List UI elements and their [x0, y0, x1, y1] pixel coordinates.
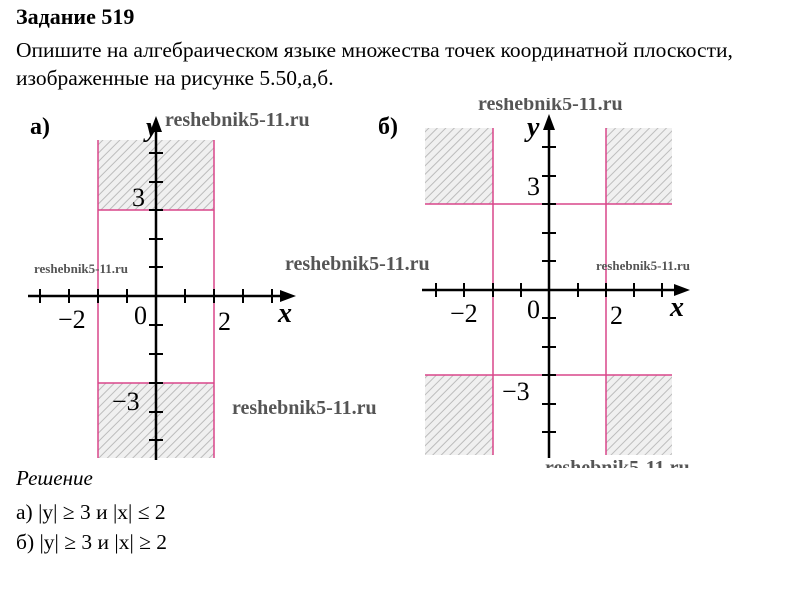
- watermark: reshebnik5-11.ru: [232, 397, 377, 419]
- y-label-b: y: [527, 112, 540, 143]
- watermark: reshebnik5-11.ru: [34, 261, 129, 276]
- watermark: reshebnik5-11.ru: [545, 457, 690, 468]
- tick-b-pos3: 3: [527, 172, 540, 201]
- tick-b-neg3: −3: [502, 377, 530, 406]
- figure-svg: [0, 98, 795, 468]
- panel-b-label: б): [378, 114, 398, 140]
- tick-a-pos2: 2: [218, 307, 231, 336]
- answer-a: а) |y| ≥ 3 и |x| ≤ 2: [16, 500, 166, 524]
- panel-a-label: а): [30, 114, 50, 140]
- tick-a-zero: 0: [134, 301, 147, 330]
- watermark: reshebnik5-11.ru: [285, 253, 430, 275]
- task-title: Задание 519: [16, 4, 135, 29]
- task-text: Опишите на алгебраическом языке множества точек координатной плоскости, изображенные на рисунке 5.50,а,б.: [16, 38, 733, 90]
- x-label-a: x: [278, 298, 292, 329]
- panel-b: [378, 112, 690, 458]
- watermark: reshebnik5-11.ru: [165, 109, 310, 131]
- y-arrow-b: [543, 114, 555, 130]
- tick-b-zero: 0: [527, 295, 540, 324]
- x-label-b: x: [670, 292, 684, 323]
- figure-5-50: [0, 98, 795, 468]
- answer-b: б) |y| ≥ 3 и |x| ≥ 2: [16, 530, 168, 554]
- region-b-bottom-left: [425, 375, 493, 455]
- solution-heading: Решение: [16, 466, 93, 490]
- region-b-top-right: [606, 128, 672, 204]
- watermark: reshebnik5-11.ru: [478, 98, 623, 115]
- tick-b-pos2: 2: [610, 301, 623, 330]
- watermark: reshebnik5-11.ru: [596, 258, 691, 273]
- tick-b-neg2: −2: [450, 299, 478, 328]
- y-label-a: y: [146, 112, 159, 143]
- tick-a-neg3: −3: [112, 387, 140, 416]
- region-b-top-left: [425, 128, 493, 204]
- region-b-bottom-right: [606, 375, 672, 455]
- tick-a-pos3: 3: [132, 183, 145, 212]
- tick-a-neg2: −2: [58, 305, 86, 334]
